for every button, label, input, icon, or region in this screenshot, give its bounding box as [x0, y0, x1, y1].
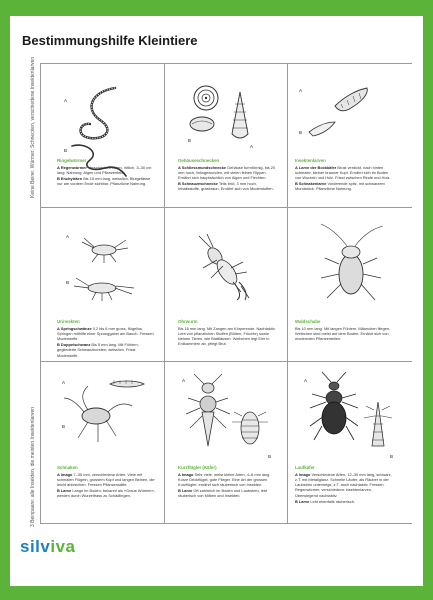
grid-line-top [40, 63, 412, 64]
item-text: Lange im Boden; bekannt als «Graue Würmer», werden durch Wurzelfrass zu Schädlingen. [57, 487, 156, 499]
label-a: A [299, 88, 303, 93]
item-term: Enchyträen [60, 175, 83, 181]
item-term: Schliessmundschnecke [181, 164, 227, 170]
item-text: Bis 10 mm lang. Mit langen Fühlern. Männchen fliegen, Weibchen sind meist auf dem Boden. Ernährt sich von modernden Pflanzenteilen. [295, 325, 391, 342]
cell-heading: Waldschabe [295, 319, 321, 324]
cell-laufkaefer [295, 465, 394, 504]
item-text: Verschiedene Arten, rötlich, 3–30 cm lang. Nahrung: Algen und Pflanzenteile. [57, 164, 152, 175]
item-term: Springschwänze [60, 325, 92, 331]
larva-drawing [295, 82, 395, 152]
item-key: B [178, 487, 181, 493]
cell-item [57, 472, 156, 488]
item-term: Larve der Bockkäfer [298, 164, 337, 170]
cell-ringelwuermer [57, 158, 156, 187]
cell-heading: Ohrwurm [178, 319, 198, 324]
cockroach-drawing [305, 222, 395, 312]
item-key: A [57, 164, 60, 170]
grid-line-bottom [40, 523, 412, 524]
item-term: Imago [298, 471, 311, 477]
item-key: A [178, 471, 181, 477]
cell-kurzfluegler [178, 465, 277, 499]
ground-beetle-drawing [300, 372, 400, 462]
cell-item [57, 165, 156, 176]
cell-heading: Urinsekten [57, 319, 80, 324]
item-term: Schnauzeschnecke [181, 180, 218, 186]
cell-schnaken [57, 465, 156, 499]
logo-part-2: iva [50, 537, 76, 556]
label-b: B [390, 454, 394, 459]
cell-item [295, 165, 394, 181]
label-a: A [250, 144, 254, 149]
cell-item [295, 181, 394, 192]
item-text: Gehäuse turmförmig, bis 20 mm hoch, linksgewunden, mit vielen feinen Rippen. Ernährt sich hauptsächlich von Algen und Flechten. [178, 164, 276, 181]
item-key: A [295, 164, 298, 170]
item-key: A [295, 471, 298, 477]
label-a: A [182, 378, 186, 383]
item-text: Verschiedene Arten, 12–30 mm lang, schwarz, z.T. mit Metallglanz. Schnelle Läufer, als Räuber in der Laubstreu unterwegs, z.T. auch nachtaktiv. Fressen Regenwürmer, verschiedene Insektenlarven. Überwiegend nachtaktiv. [295, 471, 392, 498]
label-b: B [64, 148, 68, 153]
springtail-drawing [62, 228, 154, 308]
item-term: Larve [298, 498, 310, 504]
rove-beetle-drawing [178, 372, 278, 462]
cell-item [295, 472, 394, 498]
cell-heading: Gehäuseschnecken [178, 158, 220, 163]
cell-item [178, 472, 277, 488]
item-term: Doppelschwanz [60, 341, 91, 347]
side-label-three-leg-pairs: 3 Beinpaare: alle Insekten, die meisten Insektenlarven [30, 406, 36, 527]
item-text: Brust verdickt, nach hinten schmaler, kleiner brauner Kopf. Ernährt sich im Boden von Wurzeln und Holz. Frisst zwischen Rinde und Holz. [295, 164, 391, 181]
label-b: B [299, 130, 303, 135]
item-key: A [57, 325, 60, 331]
cell-urinsekten [57, 319, 156, 358]
side-label-no-legs: Keine Beine: Würmer, Schnecken, verschiedene Insektenlarven [30, 56, 36, 198]
cell-ohrwurm [178, 319, 277, 347]
item-term: Larve [60, 487, 72, 493]
logo-part-1: silv [20, 537, 51, 556]
cell-heading: Schnaken [57, 465, 78, 470]
item-key: B [57, 487, 60, 493]
label-a: A [66, 234, 70, 239]
item-key: B [178, 180, 181, 186]
cell-waldschabe [295, 319, 394, 342]
cell-heading: Laufkäfer [295, 465, 315, 470]
cell-insektenlarven [295, 158, 394, 192]
cell-item [178, 488, 277, 499]
snail-drawing [180, 82, 270, 152]
item-key: B [295, 498, 298, 504]
cell-item [57, 488, 156, 499]
item-term: Schnakenlarve [298, 180, 327, 186]
item-key: A [57, 471, 60, 477]
cell-heading: Kurzflügler (Käfer) [178, 465, 217, 470]
cell-heading: Ringelwürmer [57, 158, 87, 163]
item-term: Larve [181, 487, 193, 493]
grid-line-row2 [40, 361, 412, 362]
item-text: Vorderende spitz, mit schwarzem Mundstück. Pflanzliche Nahrung. [295, 180, 385, 192]
label-a: A [64, 98, 68, 103]
cell-item [178, 326, 277, 347]
cell-item [57, 326, 156, 342]
cell-item [295, 326, 394, 342]
cell-item [57, 176, 156, 187]
item-term: Imago [181, 471, 194, 477]
item-term: Imago [60, 471, 73, 477]
item-text: Bis 5 mm lang. Mit Fühlern, gegliederte Schwanzborsten; weisslich. Frisst Moderstoffe. [57, 341, 139, 358]
cell-heading: Insektenlarven [295, 158, 326, 163]
cell-gehaeuseschnecken [178, 158, 277, 192]
item-text: Teils brüt, 3 mm hoch, Inhaltsstoffe, grasbraun, Ernährt sich von Moderstoffen. [178, 180, 274, 192]
item-text: Oft zahlreich im Boden und Laubstreu, lebt räuberisch von Milben und Insekten. [178, 487, 268, 499]
label-a: A [62, 380, 66, 385]
item-key: B [57, 175, 60, 181]
label-b: B [66, 280, 70, 285]
crane-fly-drawing [58, 372, 158, 452]
cell-item [178, 165, 277, 181]
item-key: B [57, 341, 60, 347]
earwig-drawing [185, 228, 265, 308]
item-key: A [178, 164, 181, 170]
item-text: 7–35 mm, verschiedene Arten. Viele mit schmalen Flügeln, grossem Kopf und langen Beinen, die leicht abbrechen. Fressen Pflanzensäfte. [57, 471, 155, 488]
cell-item [295, 499, 394, 504]
label-a: A [304, 378, 308, 383]
label-b: B [62, 424, 66, 429]
item-key: B [295, 180, 298, 186]
grid-line-col1 [164, 63, 165, 523]
label-b: B [268, 454, 272, 459]
cell-item [57, 342, 156, 358]
grid-line-row1 [40, 207, 412, 208]
grid-line-left [40, 63, 41, 523]
item-text: Bis 15 mm lang, weisslich. Blutgefässe nur am vordern Ende sichtbar. Pflanzliche Nahrung. [57, 175, 151, 186]
label-b: B [188, 138, 192, 143]
cell-item [178, 181, 277, 192]
item-text: Lebt ebenfalls räuberisch. [310, 498, 355, 504]
silviva-logo [20, 537, 76, 557]
item-text: 0,2 bis 6 mm gross, flügellos. Springen mithilfe einer Sprunggabel am Bauch. Fressen Moderstoffe. [57, 325, 154, 342]
item-text: Bis 16 mm lang. Mit Zangen am Körperende. Nachtaktiv. Lebt von pflanzlichen Stoffen (Blüten, Früchte) sowie kleinen Tieren, wie Blattläusen. Weibchen legt Eier in Erdkammern ab, pflegt Brut. [178, 325, 276, 347]
item-term: Regenwürmer [60, 164, 87, 170]
page-title: Bestimmungshilfe Kleintiere [22, 33, 198, 48]
item-text: Sehr viele, meist kleine Arten, 4–6 mm lang. Kurze Deckflügel; gute Flieger. Eine Art der grossen Kurzflügler, ernährt sich räuberisch von Insekten. [178, 471, 271, 488]
grid-line-col2 [287, 63, 288, 523]
